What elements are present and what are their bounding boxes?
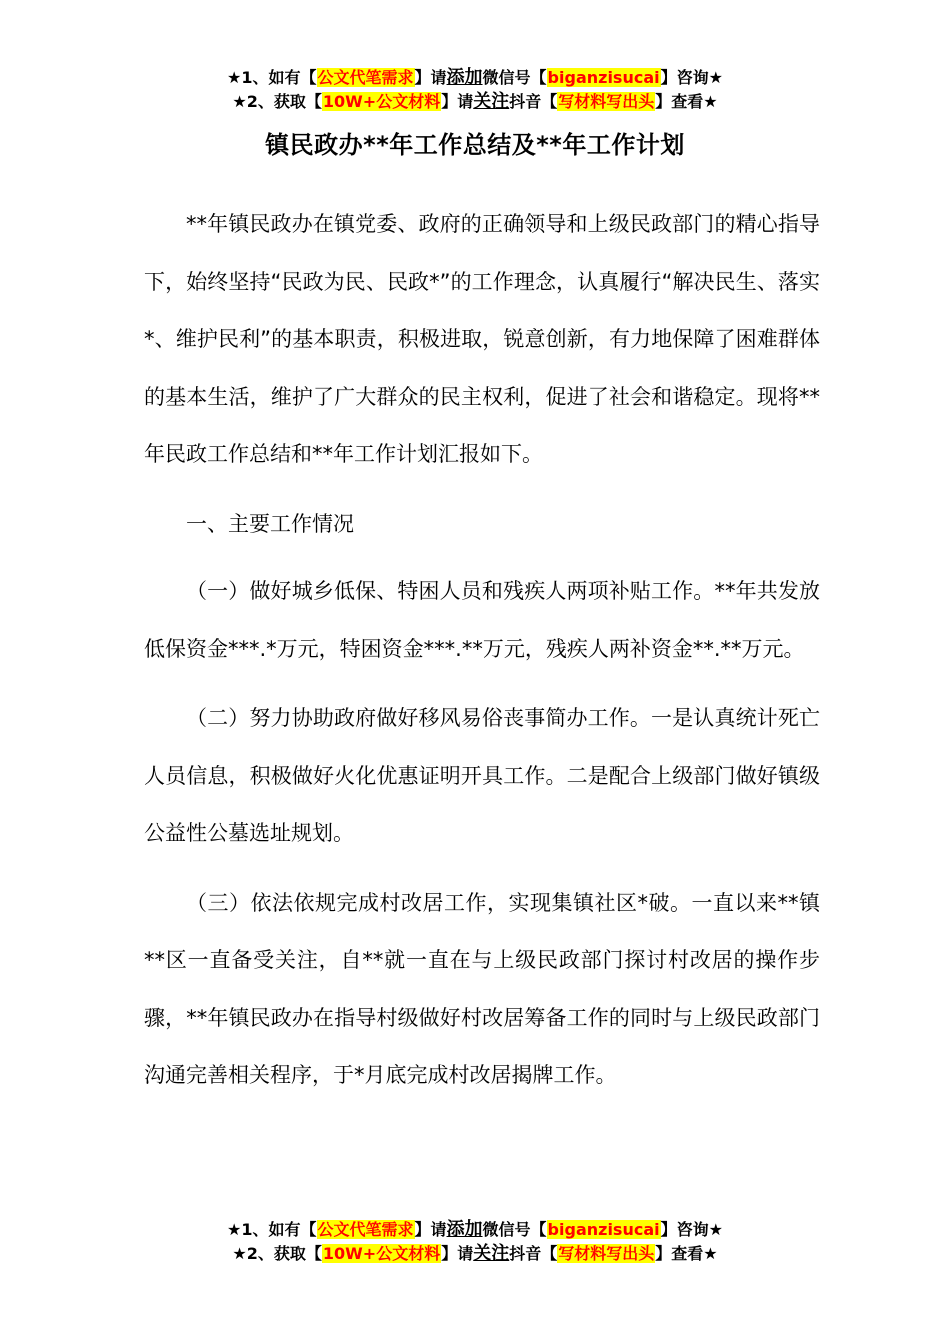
- banner-highlight: biganzisucai: [547, 68, 660, 87]
- banner-text: 微信号【: [482, 68, 547, 87]
- banner-highlight: 10W+公文材料: [322, 1244, 441, 1263]
- banner-text: ★2、获取【: [232, 92, 322, 111]
- banner-text: 】请: [414, 68, 447, 87]
- banner-text: 】请: [441, 1244, 474, 1263]
- banner-line-2: [0, 1242, 950, 1266]
- paragraph-intro: **年镇民政办在镇党委、政府的正确领导和上级民政部门的精心指导下，始终坚持“民政为民、民政*”的工作理念，认真履行“解决民生、落实*、维护民利”的基本职责，积极进取，锐意创新，有力地保障了困难群体的基本生活，维护了广大群众的民主权利，促进了社会和谐稳定。现将**年民政工作总结和**年工作计划汇报如下。: [144, 212, 820, 466]
- banner-text: 】咨询★: [660, 1220, 723, 1239]
- bottom-banner: [0, 1218, 950, 1266]
- section-heading: 一、主要工作情况: [186, 511, 354, 536]
- banner-text: 微信号【: [482, 1220, 547, 1239]
- banner-text: 】请: [414, 1220, 447, 1239]
- banner-line-1: [0, 66, 950, 90]
- banner-highlight: 公文代笔需求: [317, 1220, 414, 1239]
- banner-highlight: 10W+公文材料: [322, 92, 441, 111]
- banner-text: ★2、获取【: [232, 1244, 322, 1263]
- banner-text: 】查看★: [655, 1244, 718, 1263]
- banner-highlight: biganzisucai: [547, 1220, 660, 1239]
- banner-text: 抖音【: [509, 1244, 558, 1263]
- banner-highlight: 公文代笔需求: [317, 68, 414, 87]
- banner-line-2: [0, 90, 950, 114]
- document-title: 镇民政办**年工作总结及**年工作计划: [265, 131, 685, 159]
- banner-text: ★1、如有【: [227, 68, 317, 87]
- banner-underline: 关注: [473, 1243, 510, 1264]
- banner-underline: 关注: [473, 91, 510, 112]
- banner-highlight: 写材料写出头: [558, 1244, 655, 1263]
- banner-underline: 添加: [446, 1219, 483, 1240]
- banner-text: 抖音【: [509, 92, 558, 111]
- document-body: [144, 196, 820, 1117]
- banner-text: 】咨询★: [660, 68, 723, 87]
- banner-text: 】请: [441, 92, 474, 111]
- top-banner: [0, 66, 950, 114]
- banner-text: 】查看★: [655, 92, 718, 111]
- banner-text: ★1、如有【: [227, 1220, 317, 1239]
- banner-highlight: 写材料写出头: [558, 92, 655, 111]
- banner-underline: 添加: [446, 67, 483, 88]
- paragraph-item-1: （一）做好城乡低保、特困人员和残疾人两项补贴工作。**年共发放低保资金***.*万元，特困资金***.**万元，残疾人两补资金**.**万元。: [144, 579, 820, 661]
- paragraph-item-3: （三）依法依规完成村改居工作，实现集镇社区*破。一直以来**镇**区一直备受关注，自**就一直在与上级民政部门探讨村改居的操作步骤，**年镇民政办在指导村级做好村改居筹备工作的同时与上级民政部门沟通完善相关程序，于*月底完成村改居揭牌工作。: [144, 890, 820, 1087]
- paragraph-item-2: （二）努力协助政府做好移风易俗丧事简办工作。一是认真统计死亡人员信息，积极做好火化优惠证明开具工作。二是配合上级部门做好镇级公益性公墓选址规划。: [144, 706, 820, 845]
- banner-line-1: [0, 1218, 950, 1242]
